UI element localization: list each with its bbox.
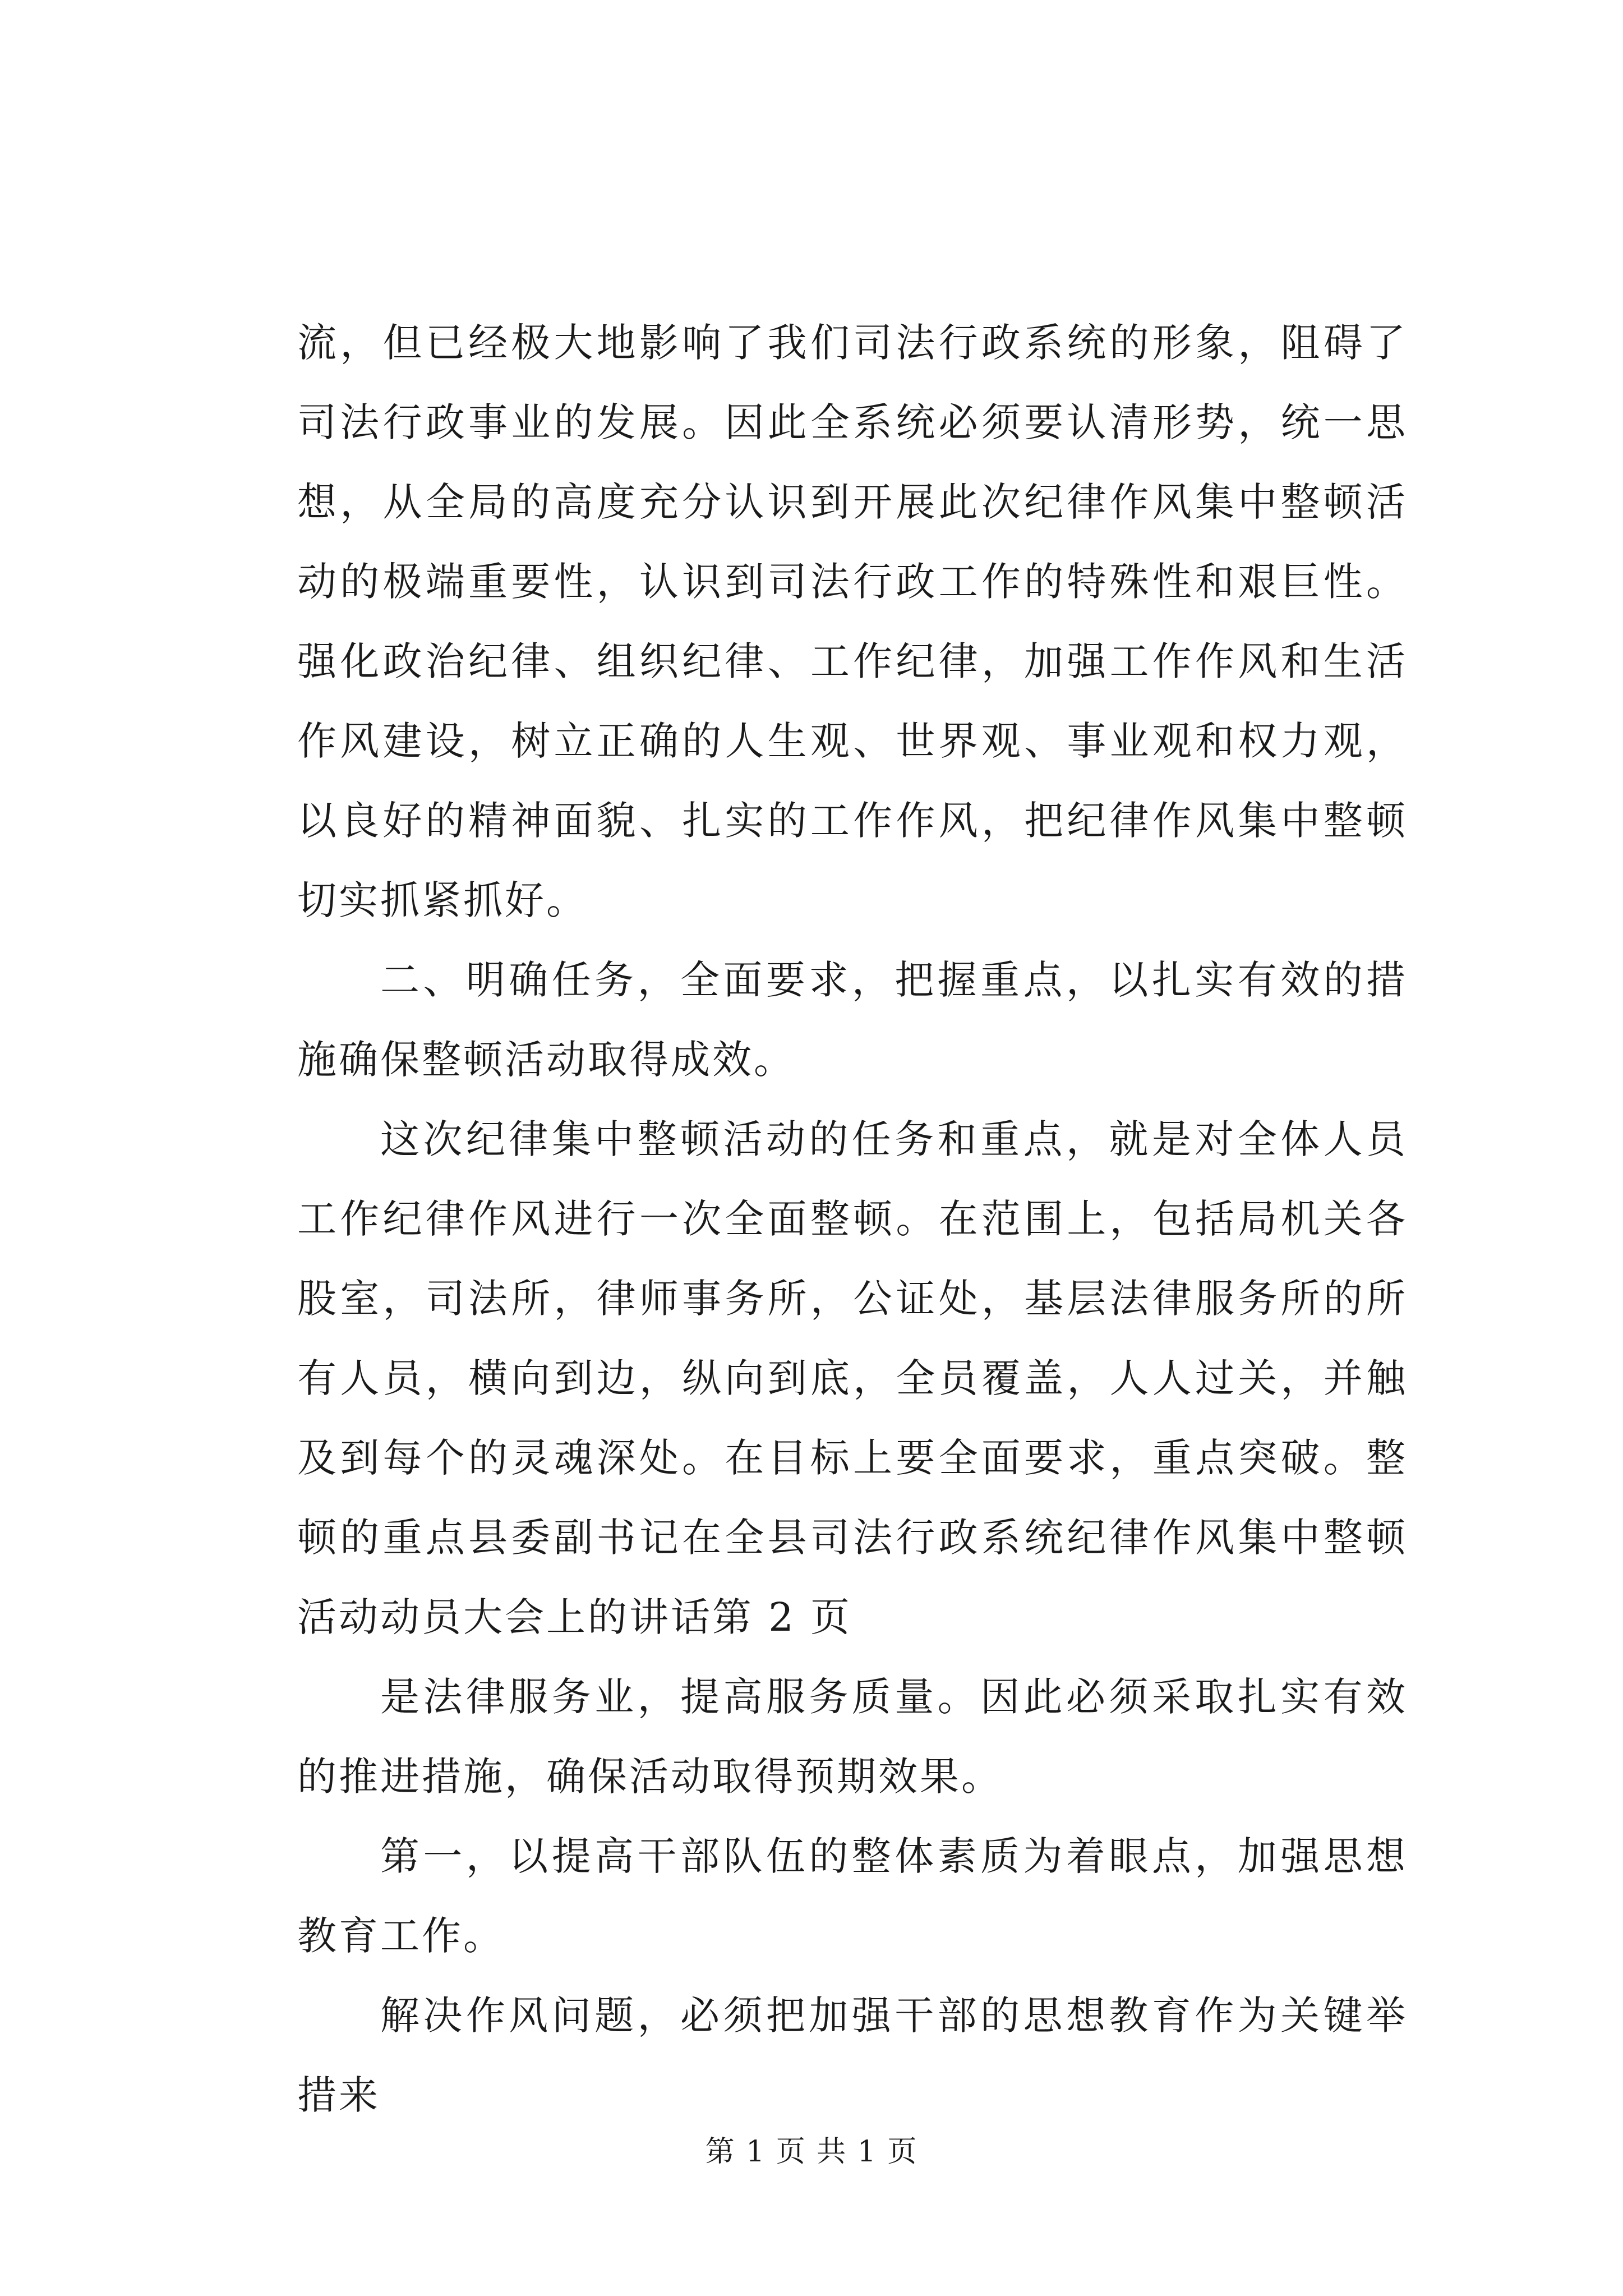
paragraph-thought-education: 解决作风问题，必须把加强干部的思想教育作为关键举措来 [297, 1993, 1408, 2118]
document-body [297, 303, 1408, 2135]
paragraph-first-point: 第一，以提高干部队伍的整体素质为着眼点，加强思想教育工作。 [297, 1833, 1408, 1959]
paragraph-measures: 是法律服务业，提高服务质量。因此必须采取扎实有效的推进措施，确保活动取得预期效果。 [297, 1674, 1408, 1800]
paragraph-tasks: 这次纪律集中整顿活动的任务和重点，就是对全体人员工作纪律作风进行一次全面整顿。在范围上，包括局机关各股室，司法所，律师事务所，公证处，基层法律服务所的所有人员，横向到边，纵向到底，全员覆盖，人人过关，并触及到每个的灵魂深处。在目标上要全面要求，重点突破。整顿的重点县委副书记在全县司法行政系统纪律作风集中整顿活动动员大会上的讲话第 2 页 [297, 1116, 1408, 1640]
page-footer: 第 1 页 共 1 页 [705, 2135, 918, 2169]
section-heading-two: 二、明确任务，全面要求，把握重点，以扎实有效的措施确保整顿活动取得成效。 [297, 957, 1408, 1083]
paragraph-continuation: 流，但已经极大地影响了我们司法行政系统的形象，阻碍了司法行政事业的发展。因此全系统必须要认清形势，统一思想，从全局的高度充分认识到开展此次纪律作风集中整顿活动的极端重要性，认识到司法行政工作的特殊性和艰巨性。强化政治纪律、组织纪律、工作纪律，加强工作作风和生活作风建设，树立正确的人生观、世界观、事业观和权力观，以良好的精神面貌、扎实的工作作风，把纪律作风集中整顿切实抓紧抓好。 [297, 320, 1408, 923]
